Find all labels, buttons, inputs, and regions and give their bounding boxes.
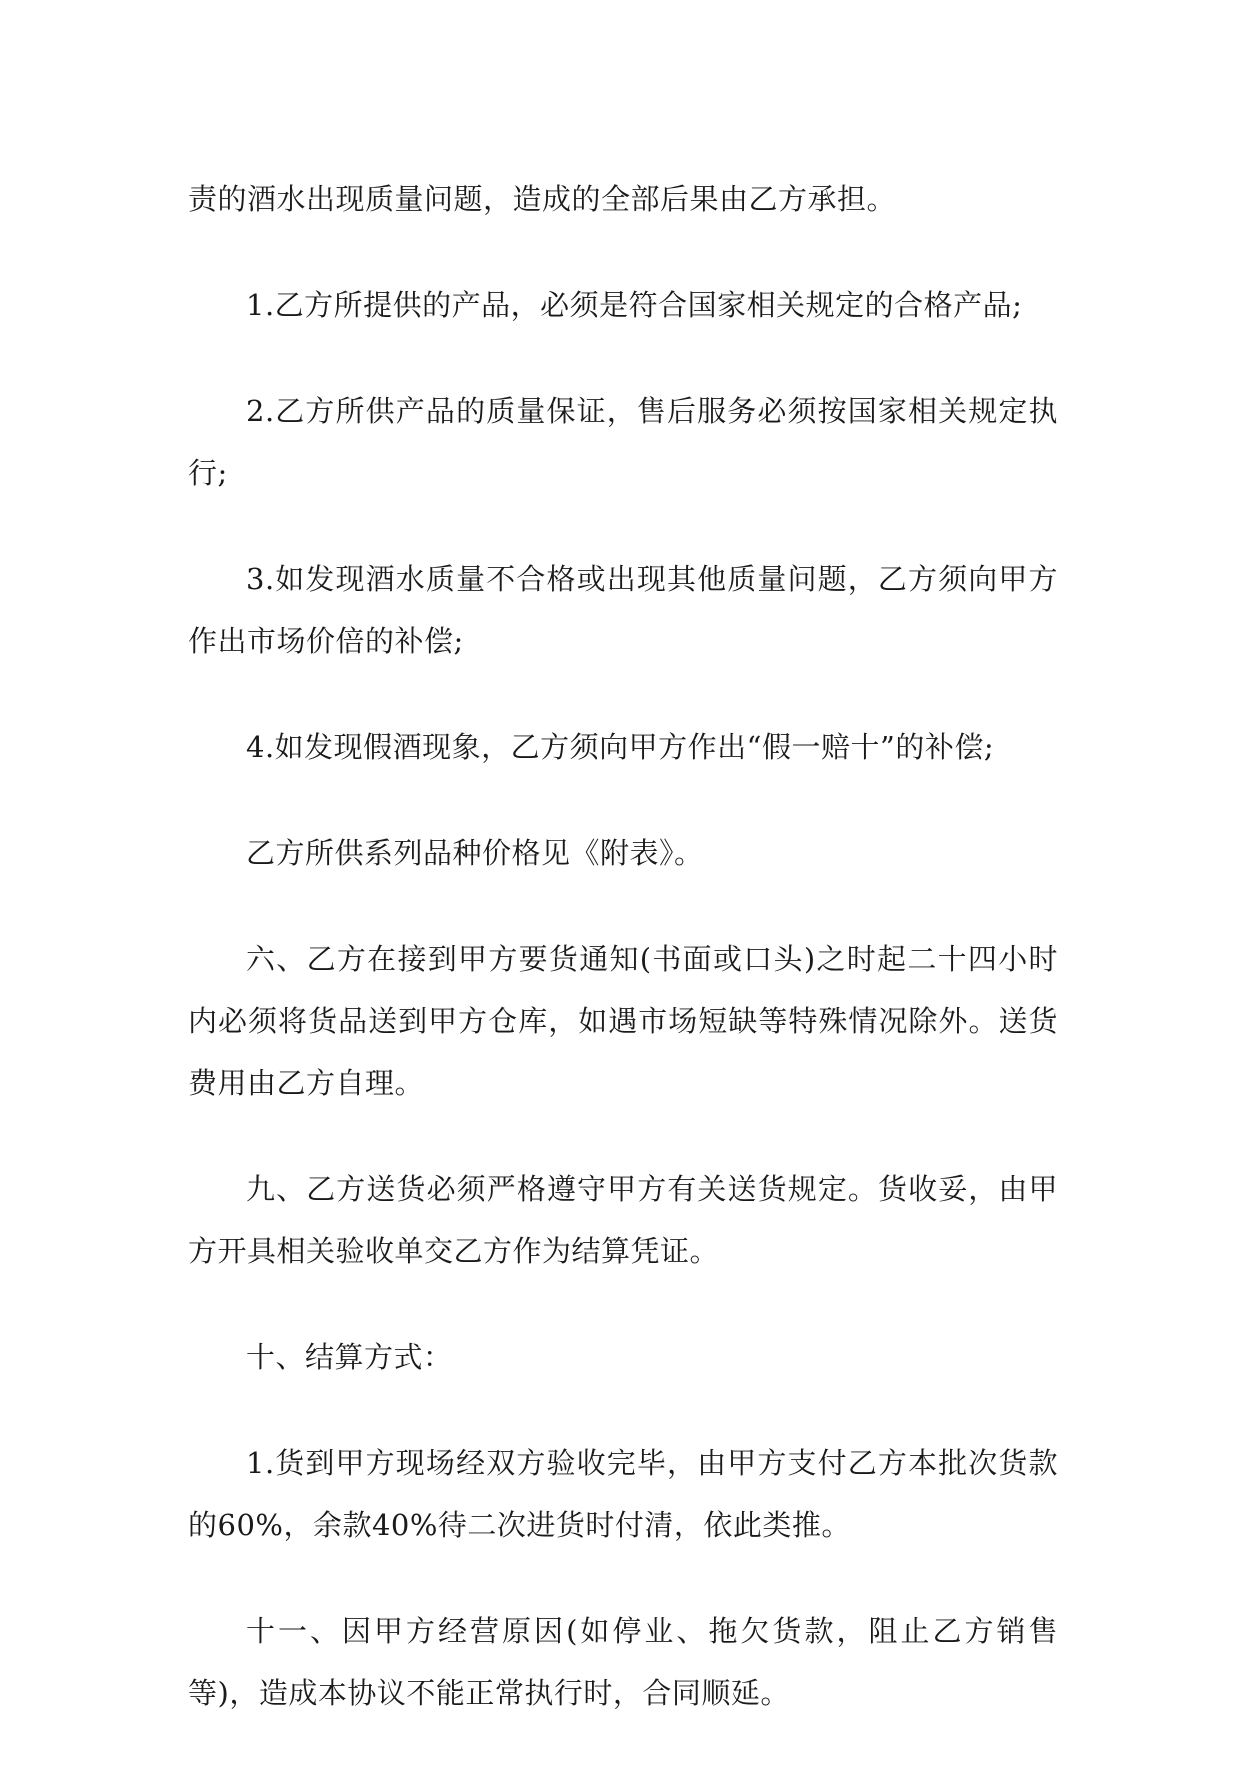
- document-body: [188, 168, 1058, 1768]
- paragraph-1: 责的酒水出现质量问题，造成的全部后果由乙方承担。: [188, 182, 897, 216]
- paragraph-9: 十、结算方式：: [246, 1340, 453, 1374]
- paragraph-8: 九、乙方送货必须严格遵守甲方有关送货规定。货收妥，由甲方开具相关验收单交乙方作为结算凭证。: [188, 1172, 1058, 1268]
- paragraph-10: 1.货到甲方现场经双方验收完毕，由甲方支付乙方本批次货款的60%，余款40%待二次进货时付清，依此类推。: [188, 1446, 1058, 1542]
- paragraph-3: 2.乙方所供产品的质量保证，售后服务必须按国家相关规定执行;: [188, 394, 1058, 490]
- paragraph-11: 十一、因甲方经营原因(如停业、拖欠货款，阻止乙方销售等)，造成本协议不能正常执行时，合同顺延。: [188, 1614, 1058, 1710]
- paragraph-7: 六、乙方在接到甲方要货通知(书面或口头)之时起二十四小时内必须将货品送到甲方仓库，如遇市场短缺等特殊情况除外。送货费用由乙方自理。: [188, 942, 1058, 1100]
- paragraph-5: 4.如发现假酒现象，乙方须向甲方作出“假一赔十”的补偿;: [246, 730, 995, 764]
- paragraph-6: 乙方所供系列品种价格见《附表》。: [246, 836, 704, 870]
- paragraph-4: 3.如发现酒水质量不合格或出现其他质量问题，乙方须向甲方作出市场价倍的补偿;: [188, 562, 1058, 658]
- paragraph-2: 1.乙方所提供的产品，必须是符合国家相关规定的合格产品;: [246, 288, 1023, 322]
